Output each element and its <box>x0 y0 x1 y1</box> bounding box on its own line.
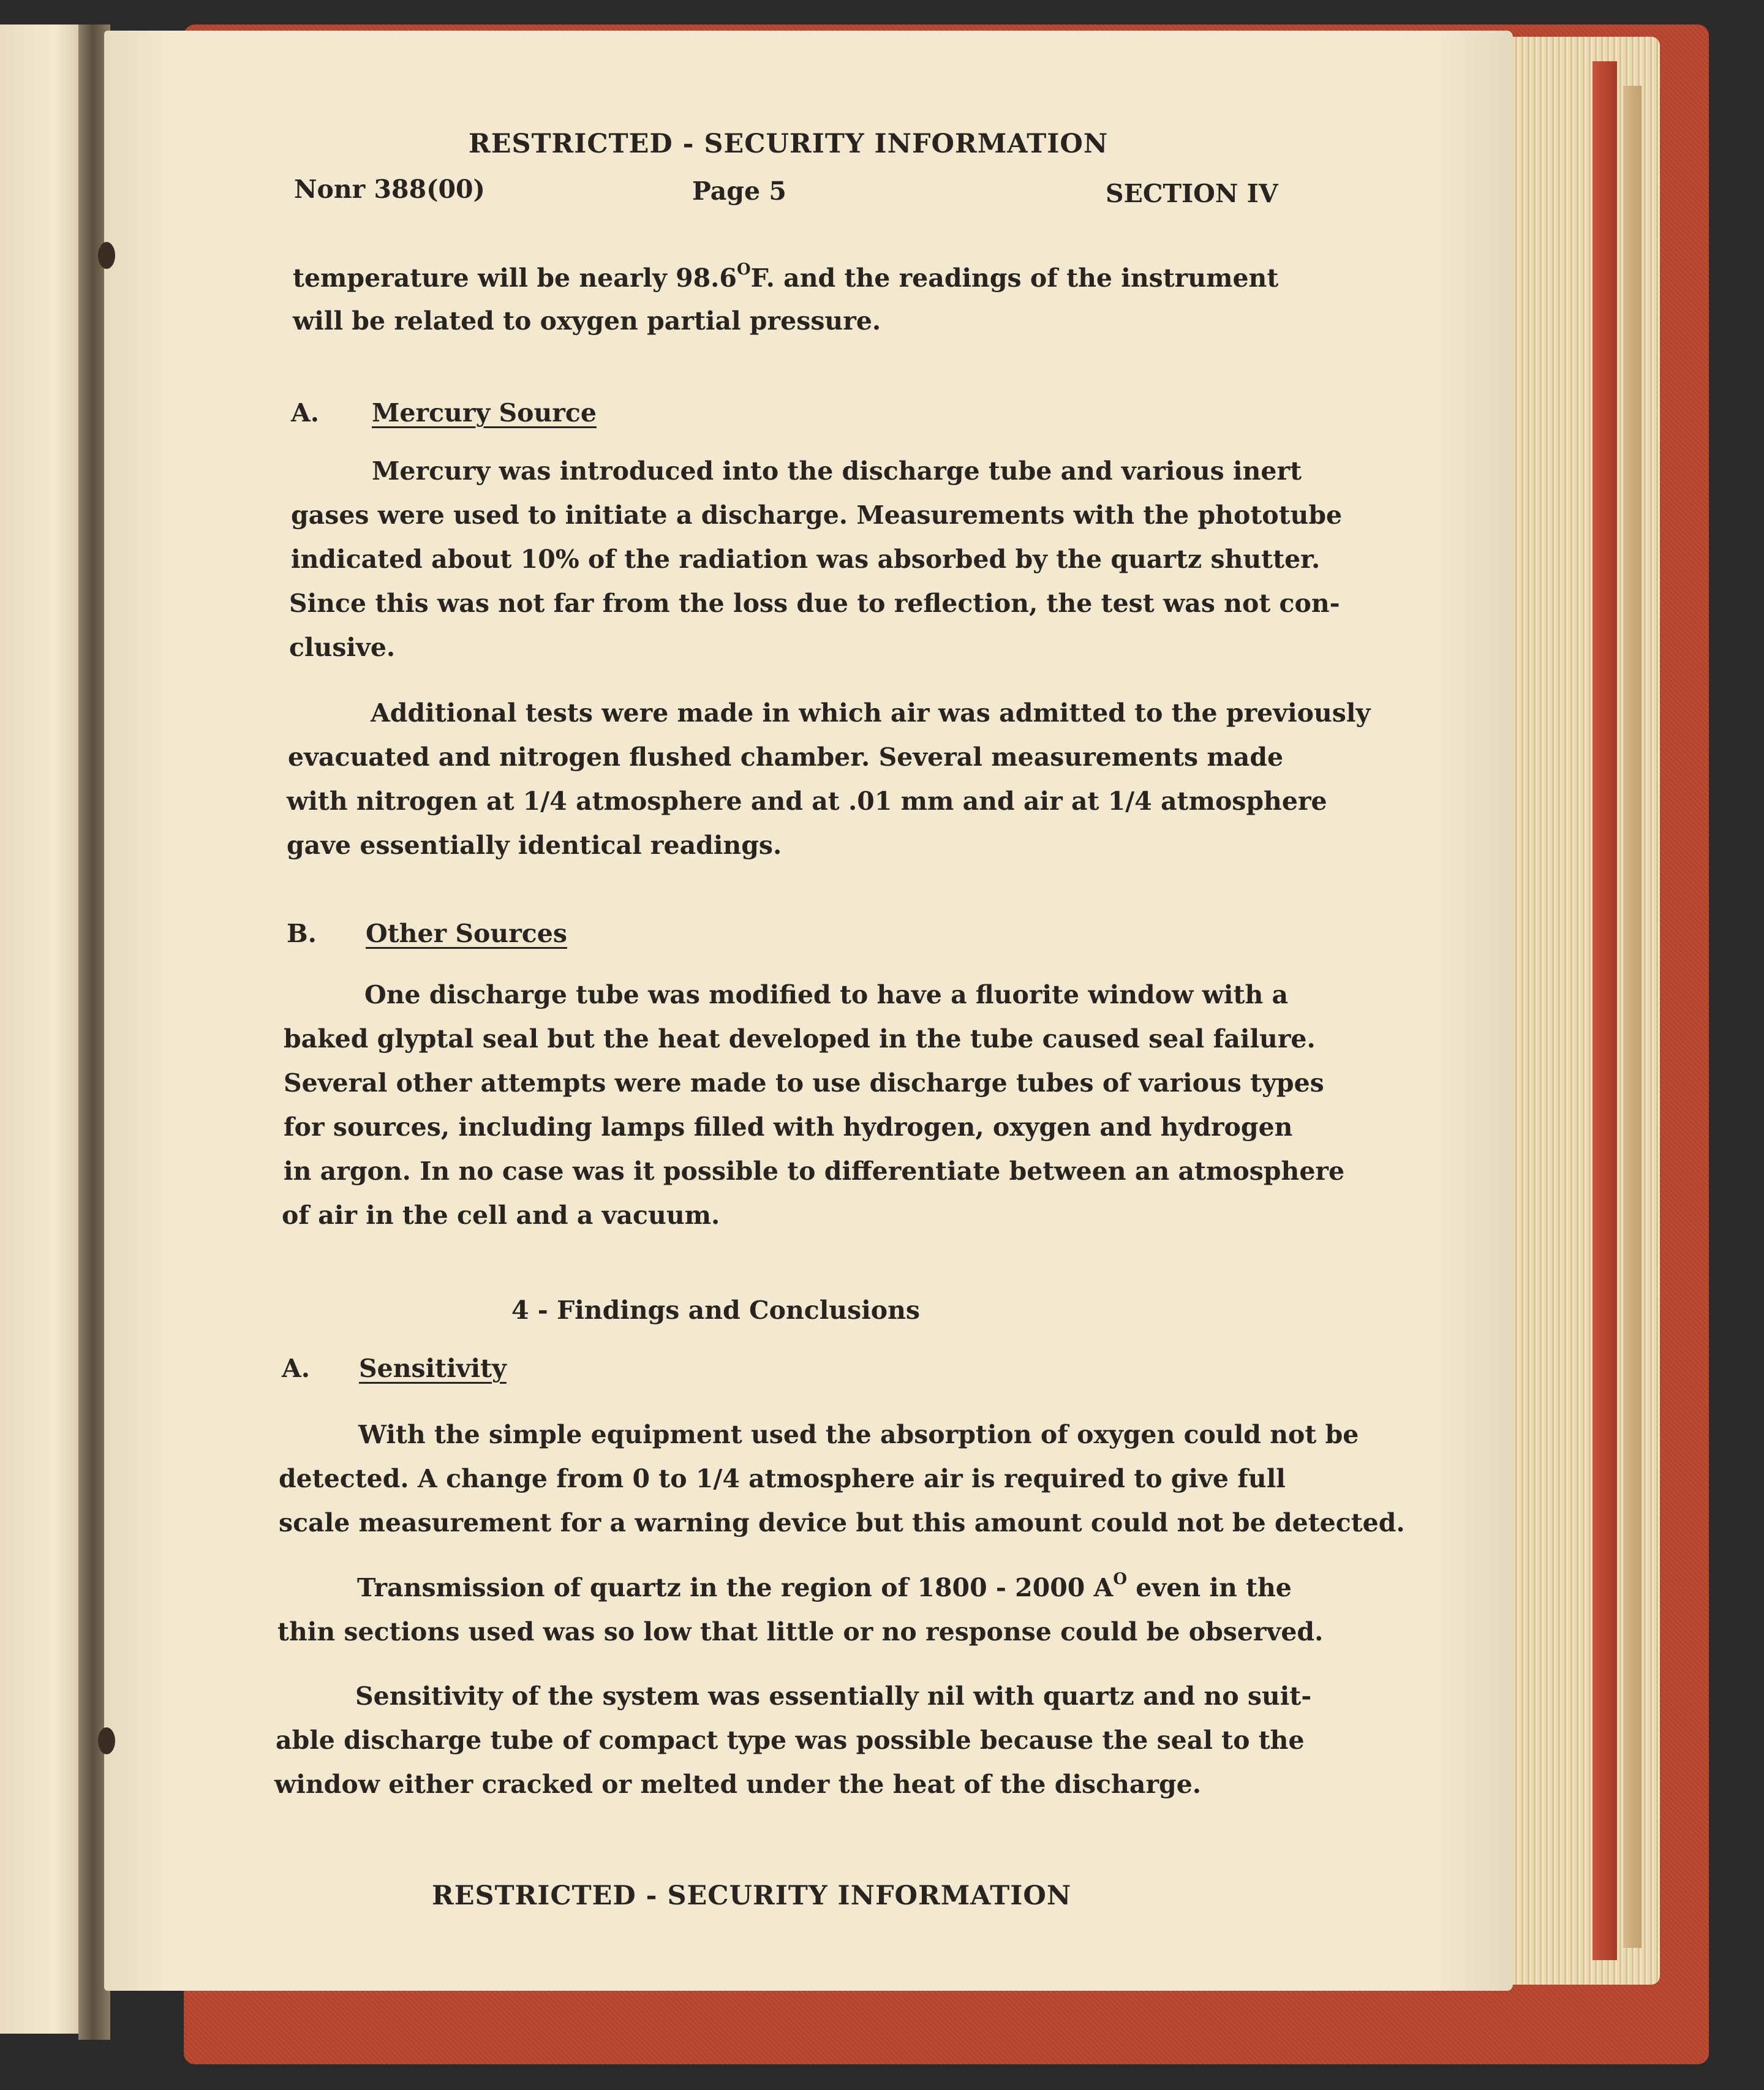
intro-line-2: will be related to oxygen partial pressure. <box>293 306 881 336</box>
section-b-letter: B. <box>287 919 317 948</box>
section-b-para1-line5: in argon. In no case was it possible to differentiate between an atmosphere <box>284 1156 1345 1186</box>
findings-para2-line2: thin sections used was so low that little or no response could be observed. <box>277 1617 1324 1647</box>
findings-subtitle: Sensitivity <box>359 1354 507 1383</box>
page-edges <box>1501 37 1660 1985</box>
header-page-number: Page 5 <box>692 176 786 206</box>
findings-para1-line1: With the simple equipment used the absorption of oxygen could not be <box>358 1420 1359 1449</box>
intro-line-1-text-b: F. and the readings of the instrument <box>750 263 1279 293</box>
section-a-title: Mercury Source <box>372 398 597 428</box>
section-b-para1-line4: for sources, including lamps filled with hydrogen, oxygen and hydrogen <box>284 1112 1293 1142</box>
header-section: SECTION IV <box>1106 179 1278 208</box>
findings-para3-line3: window either cracked or melted under the heat of the discharge. <box>274 1770 1202 1799</box>
section-a-para1-line5: clusive. <box>289 633 396 662</box>
header-classification: RESTRICTED - SECURITY INFORMATION <box>469 129 1109 159</box>
page-edge-band-inner <box>1623 86 1642 1948</box>
section-a-letter: A. <box>291 398 320 428</box>
intro-line-1-text-a: temperature will be nearly 98.6 <box>293 263 737 293</box>
header-contract: Nonr 388(00) <box>294 175 485 204</box>
findings-para2-line1 <box>357 1570 1292 1602</box>
section-b-para1-line2: baked glyptal seal but the heat developed in the tube caused seal failure. <box>284 1024 1316 1054</box>
findings-para3-line1: Sensitivity of the system was essentially nil with quartz and no suit- <box>355 1681 1312 1711</box>
section-a-para1-line1: Mercury was introduced into the discharge tube and various inert <box>372 456 1302 486</box>
section-a-para2-line1: Additional tests were made in which air was admitted to the previously <box>371 698 1371 728</box>
findings-para1-line2: detected. A change from 0 to 1/4 atmosphere air is required to give full <box>279 1464 1286 1493</box>
findings-para1-line3: scale measurement for a warning device but this amount could not be detected. <box>279 1508 1405 1537</box>
section-b-para1-line6: of air in the cell and a vacuum. <box>282 1201 720 1230</box>
section-a-para1-line2: gases were used to initiate a discharge. Measurements with the phototube <box>291 500 1343 530</box>
binder-hole-top <box>98 242 115 269</box>
page-edge-band <box>1593 61 1617 1960</box>
footer-classification: RESTRICTED - SECURITY INFORMATION <box>432 1881 1072 1911</box>
findings-letter: A. <box>282 1354 311 1383</box>
findings-title: 4 - Findings and Conclusions <box>511 1296 921 1325</box>
findings-para2-line1-text-b: even in the <box>1127 1573 1292 1602</box>
binder-hole-bottom <box>98 1727 115 1754</box>
intro-line-1 <box>293 260 1279 293</box>
angstrom-superscript: O <box>1113 1570 1128 1588</box>
findings-para3-line2: able discharge tube of compact type was possible because the seal to the <box>276 1726 1305 1755</box>
section-b-para1-line3: Several other attempts were made to use discharge tubes of various types <box>284 1068 1324 1098</box>
section-b-title: Other Sources <box>366 919 567 948</box>
section-b-para1-line1: One discharge tube was modified to have a fluorite window with a <box>364 980 1289 1009</box>
section-a-para1-line3: indicated about 10% of the radiation was absorbed by the quartz shutter. <box>291 545 1321 574</box>
section-a-para1-line4: Since this was not far from the loss due to reflection, the test was not con- <box>289 589 1340 618</box>
section-a-para2-line3: with nitrogen at 1/4 atmosphere and at .01 mm and air at 1/4 atmosphere <box>287 787 1327 816</box>
section-a-para2-line2: evacuated and nitrogen flushed chamber. Several measurements made <box>288 742 1284 772</box>
section-a-para2-line4: gave essentially identical readings. <box>287 831 782 860</box>
degree-superscript: O <box>736 260 751 279</box>
findings-para2-line1-text-a: Transmission of quartz in the region of 1800 - 2000 A <box>357 1573 1114 1602</box>
